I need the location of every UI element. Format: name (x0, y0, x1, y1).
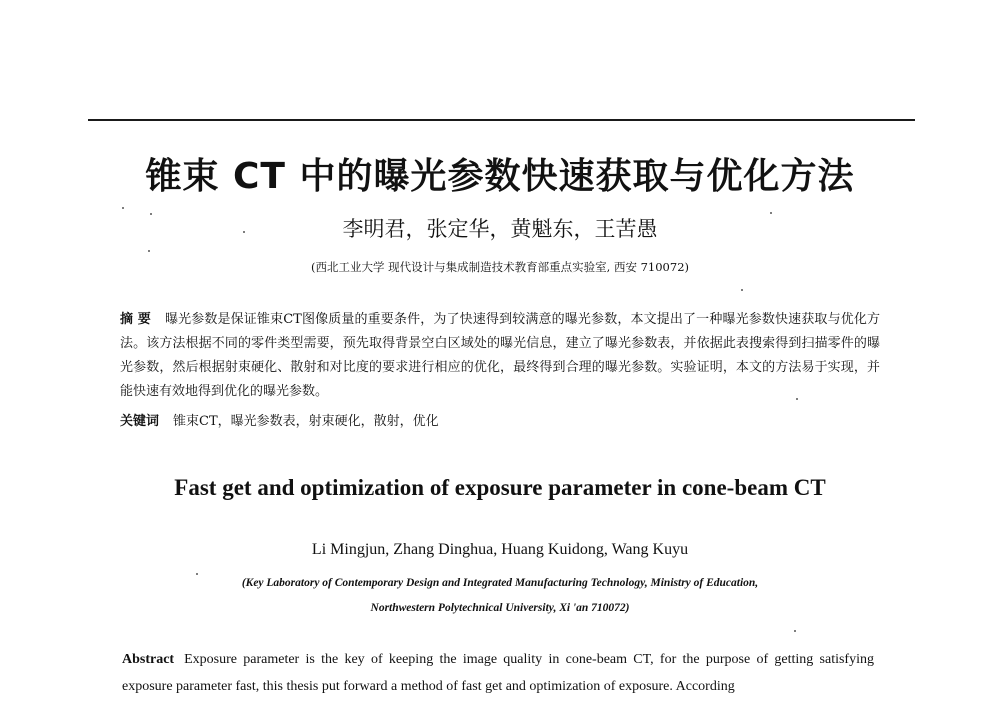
chinese-keywords-label: 关键词 (120, 414, 160, 429)
english-title: Fast get and optimization of exposure parameter in cone-beam CT (174, 475, 826, 500)
scan-speck (150, 213, 152, 215)
scan-speck (243, 231, 245, 233)
chinese-abstract-label: 摘 要 (120, 312, 151, 327)
english-affiliation (0, 571, 1000, 621)
english-affiliation-line2: Northwestern Polytechnical University, Xi 'an 710072) (370, 602, 630, 614)
chinese-affiliation: (西北工业大学 现代设计与集成制造技术教育部重点实验室, 西安 710072) (311, 260, 689, 274)
scan-speck (741, 289, 743, 291)
chinese-abstract (120, 308, 880, 404)
scan-speck (770, 212, 772, 214)
scan-speck (122, 207, 124, 209)
english-affiliation-line1: (Key Laboratory of Contemporary Design and Integrated Manufacturing Technology, Ministry of Education, (241, 577, 759, 589)
english-abstract (122, 646, 874, 700)
chinese-abstract-text: 曝光参数是保证锥束CT图像质量的重要条件，为了快速得到较满意的曝光参数，本文提出了一种曝光参数快速获取与优化方法。该方法根据不同的零件类型需要，预先取得背景空白区域处的曝光信息，建立了曝光参数表，并依据此表搜索得到扫描零件的曝光参数，然后根据射束硬化、散射和对比度的要求进行相应的优化，最终得到合理的曝光参数。实验证明，本文的方法易于实现，并能快速有效地得到优化的曝光参数。 (120, 312, 880, 399)
chinese-title: 锥束 CT 中的曝光参数快速获取与优化方法 (145, 156, 855, 197)
header-rule (88, 119, 915, 121)
chinese-keywords (120, 410, 880, 434)
scan-speck (148, 250, 150, 252)
english-abstract-text: Exposure parameter is the key of keeping the image quality in cone-beam CT, for the purpose of getting satisfying exposure parameter fast, this thesis put forward a method of fast get and optimization of exposure. According (122, 652, 874, 694)
scan-speck (196, 573, 198, 575)
scan-speck (794, 630, 796, 632)
chinese-authors: 李明君，张定华，黄魁东，王苦愚 (342, 217, 658, 241)
chinese-keywords-text: 锥束CT，曝光参数表，射束硬化，散射，优化 (173, 414, 439, 429)
english-authors: Li Mingjun, Zhang Dinghua, Huang Kuidong, Wang Kuyu (311, 541, 689, 558)
english-abstract-label: Abstract (122, 652, 175, 667)
scan-speck (796, 398, 798, 400)
